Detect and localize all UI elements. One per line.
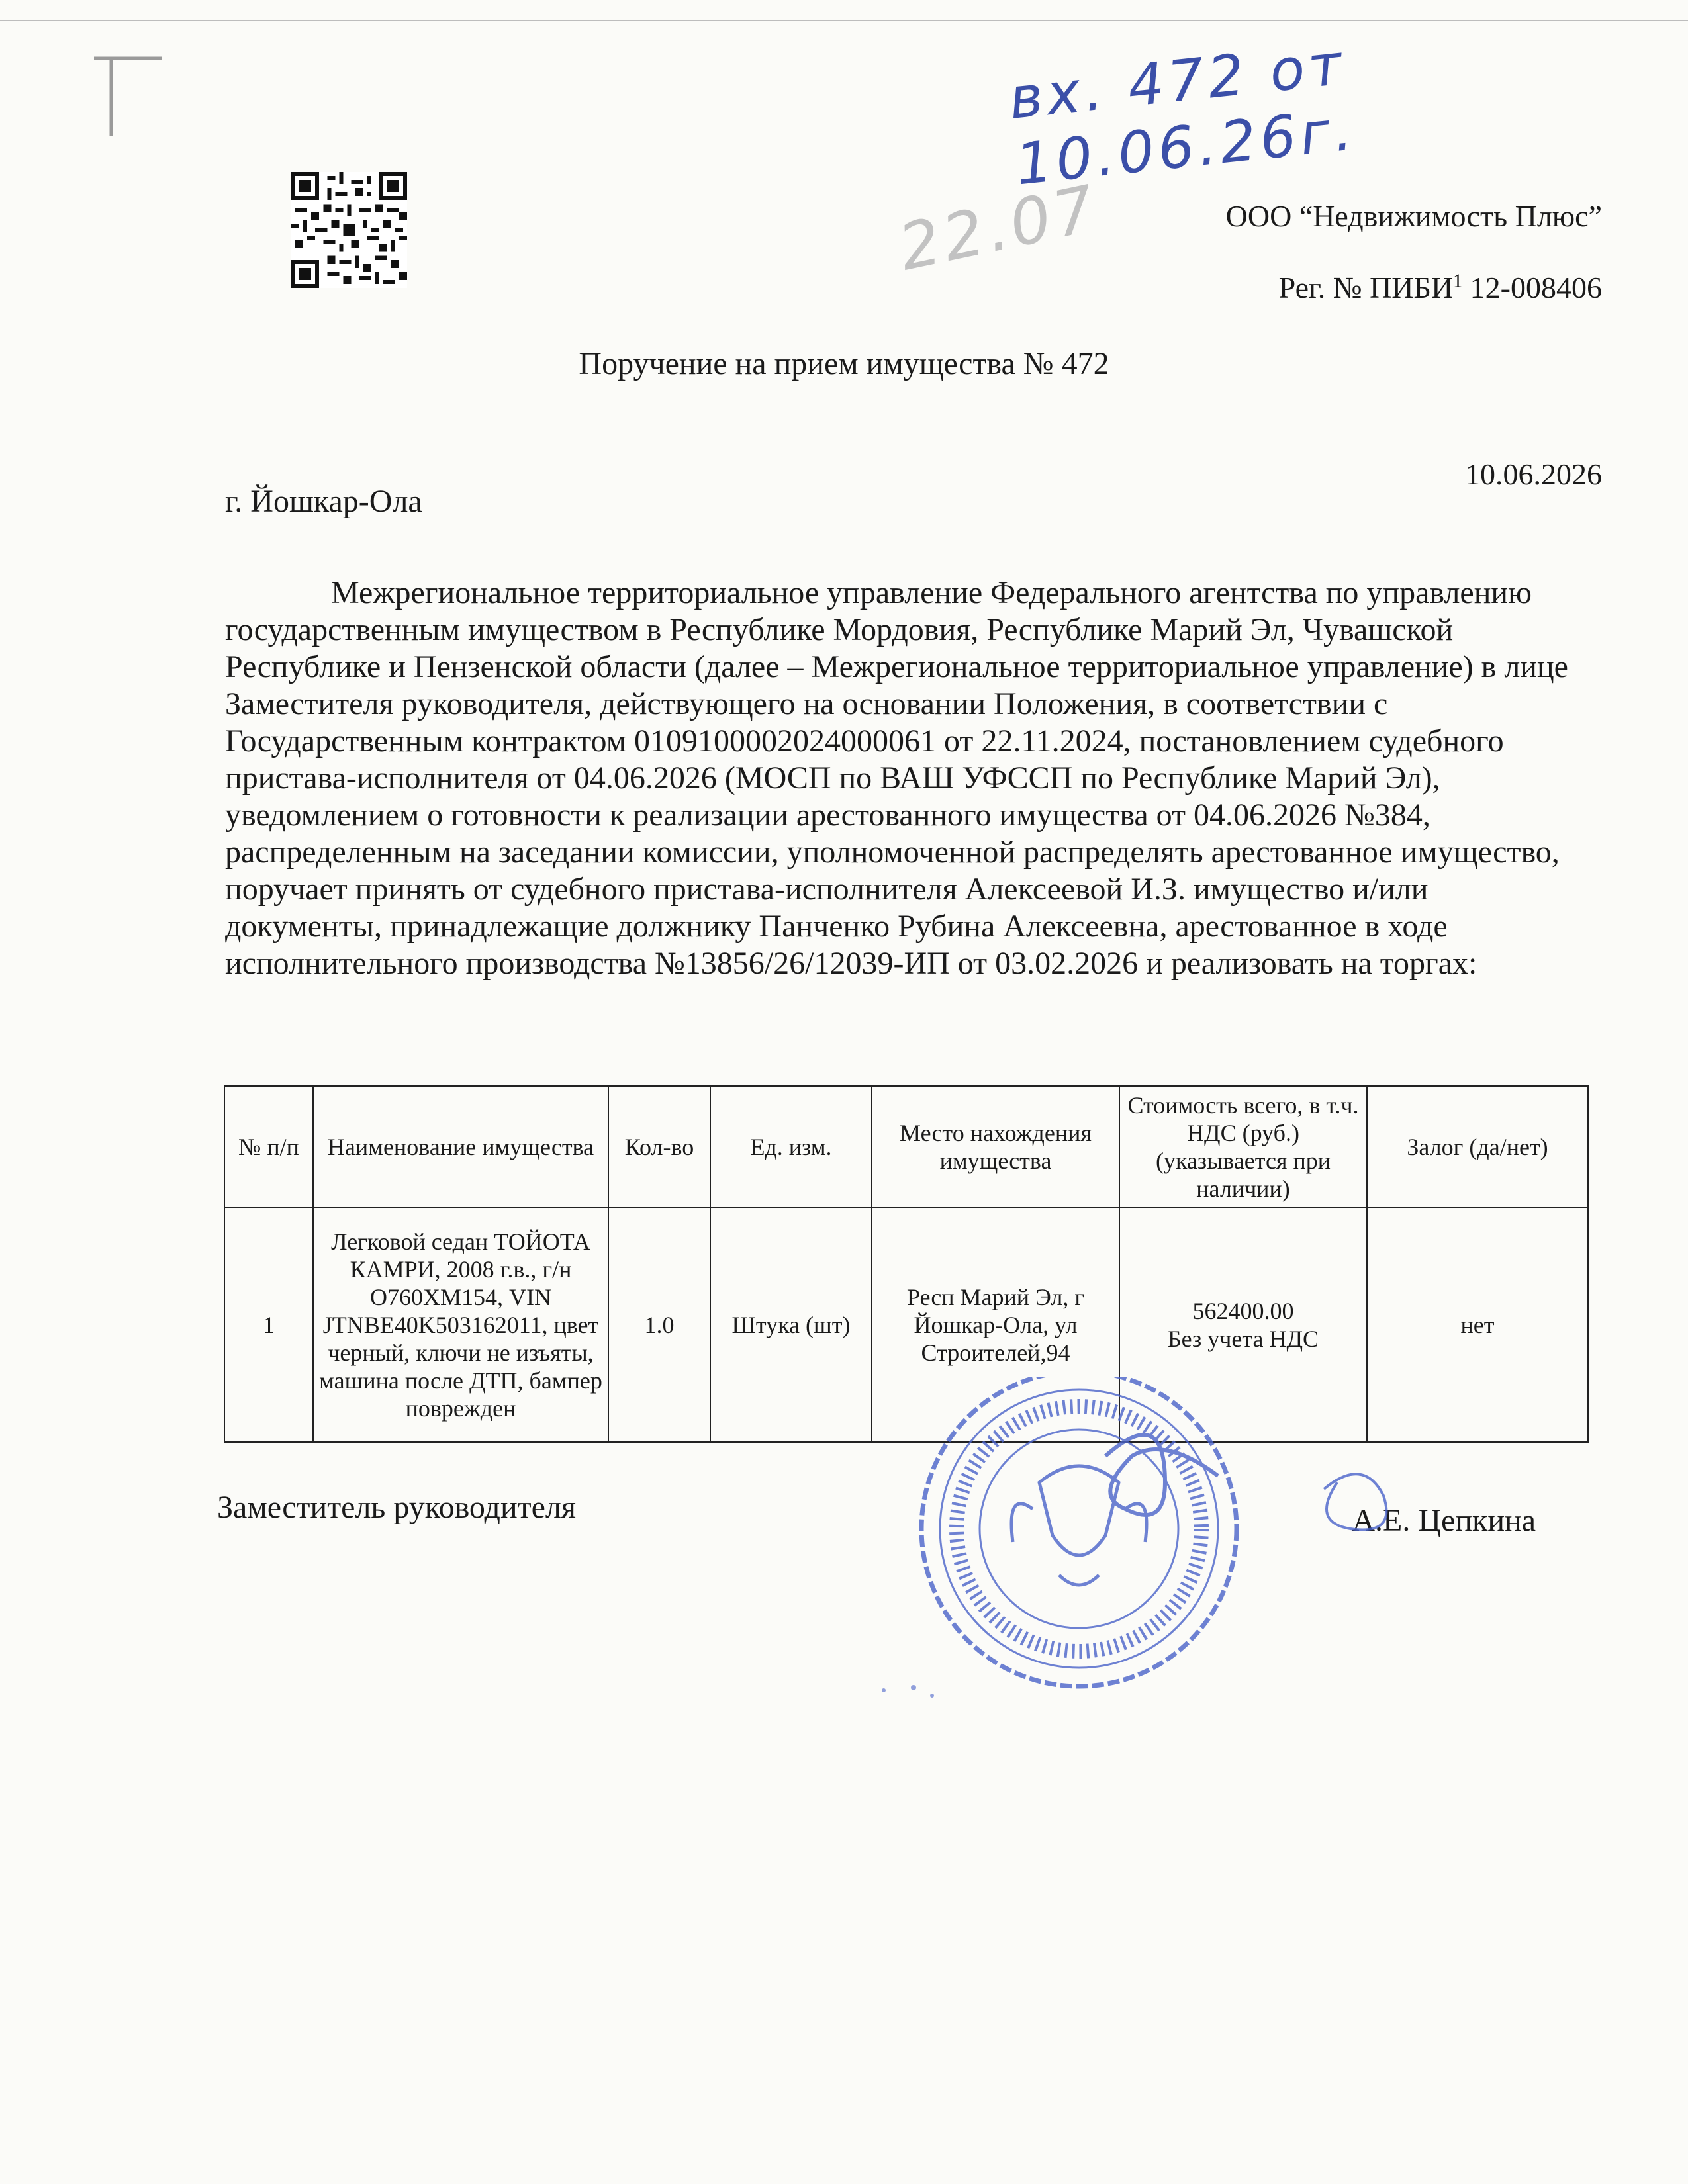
signatory-role: Заместитель руководителя xyxy=(217,1490,576,1525)
registration-number: 12-008406 xyxy=(1470,271,1602,304)
vat-note: Без учета НДС xyxy=(1167,1326,1319,1352)
registration-footnote-mark: 1 xyxy=(1453,271,1463,292)
table-header-cell: Стоимость всего, в т.ч. НДС (руб.) (указывается при наличии) xyxy=(1119,1086,1367,1208)
qr-code-icon xyxy=(291,172,407,288)
table-header-cell: № п/п xyxy=(224,1086,313,1208)
property-name-cell: Легковой седан ТОЙОТА КАМРИ, 2008 г.в., г/н О760ХМ154, VIN JTNBE40K503162011, цвет черный, ключи не изъяты, машина после ДТП, бампер поврежден xyxy=(313,1208,608,1442)
table-header-cell: Место нахождения имущества xyxy=(872,1086,1119,1208)
cost-value: 562400.00 xyxy=(1192,1298,1294,1324)
document-body-paragraph: Межрегиональное территориальное управление Федерального агентства по управлению государственным имуществом в Республике Мордовия, Республике Марий Эл, Чувашской Республике и Пензенской области (далее – Межрегиональное территориальное управление) в лице Заместителя руководителя, действующего на основании Положения, в соответствии с Государственным контрактом 0109100002024000061 от 22.11.2024, постановлением судебного пристава-исполнителя от 04.06.2026 (МОСП по ВАШ УФССП по Республике Марий Эл), уведомлением о готовности к реализации арестованного имущества от 04.06.2026 №384, распределенным на заседании комиссии, уполномоченной распределять арестованное имущество, поручает принять от судебного пристава-исполнителя Алексеевой И.З. имущество и/или документы, принадлежащие должнику Панченко Рубина Алексеевна, арестованное в ходе исполнительного производства №13856/26/12039-ИП от 03.02.2026 и реализовать на торгах: xyxy=(225,575,1568,981)
registration-handwritten-note: вх. 472 от 10.06.26г. xyxy=(1006,31,1360,199)
registration-prefix: Рег. № ПИБИ xyxy=(1278,271,1454,304)
pledge-cell: нет xyxy=(1367,1208,1588,1442)
table-header-cell: Наименование имущества xyxy=(313,1086,608,1208)
signatory-name: А.Е. Цепкина xyxy=(1352,1503,1536,1538)
addressee-registration xyxy=(1279,270,1602,305)
table-header-row xyxy=(224,1086,1588,1208)
document-date: 10.06.2026 xyxy=(1465,457,1602,491)
unit-cell: Штука (шт) xyxy=(710,1208,872,1442)
document-title: Поручение на прием имущества № 472 xyxy=(579,346,1109,381)
official-stamp-seal-icon xyxy=(821,1377,1642,1734)
pencil-handwritten-note: 22.07 xyxy=(892,170,1105,285)
table-header-cell: Кол-во xyxy=(608,1086,710,1208)
staple-mark-icon xyxy=(91,52,164,138)
table-header-cell: Залог (да/нет) xyxy=(1367,1086,1588,1208)
row-number-cell: 1 xyxy=(224,1208,313,1442)
quantity-cell: 1.0 xyxy=(608,1208,710,1442)
location-cell: Респ Марий Эл, г Йошкар-Ола, ул Строителей,94 xyxy=(872,1208,1119,1442)
addressee-organization: ООО “Недвижимость Плюс” xyxy=(1225,199,1602,233)
document-city: г. Йошкар-Ола xyxy=(225,484,422,519)
table-header-cell: Ед. изм. xyxy=(710,1086,872,1208)
